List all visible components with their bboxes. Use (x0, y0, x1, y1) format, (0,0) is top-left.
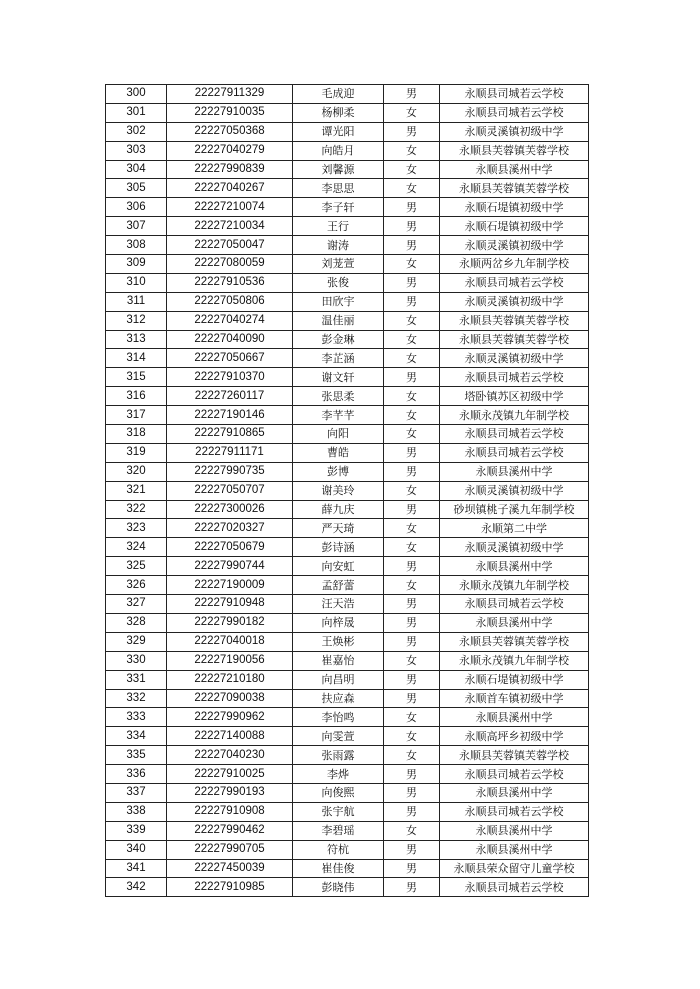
student-name: 曹皓 (293, 443, 384, 462)
gender: 女 (384, 519, 440, 538)
row-number: 307 (106, 217, 167, 236)
table-row (106, 821, 589, 840)
row-number: 303 (106, 141, 167, 160)
table-row (106, 425, 589, 444)
student-name: 向俊熙 (293, 783, 384, 802)
student-id: 22227300026 (167, 500, 293, 519)
gender: 男 (384, 122, 440, 141)
row-number: 301 (106, 103, 167, 122)
row-number: 329 (106, 632, 167, 651)
student-id: 22227090038 (167, 689, 293, 708)
row-number: 315 (106, 368, 167, 387)
row-number: 333 (106, 708, 167, 727)
table-row (106, 198, 589, 217)
school: 永顺县芙蓉镇芙蓉学校 (440, 632, 589, 651)
school: 永顺县司城若云学校 (440, 878, 589, 897)
row-number: 321 (106, 481, 167, 500)
row-number: 308 (106, 236, 167, 255)
table-row (106, 273, 589, 292)
student-id: 22227190146 (167, 406, 293, 425)
school: 永顺灵溪镇初级中学 (440, 538, 589, 557)
row-number: 302 (106, 122, 167, 141)
student-id: 22227990705 (167, 840, 293, 859)
student-name: 向安虹 (293, 557, 384, 576)
table-row (106, 670, 589, 689)
table-row (106, 217, 589, 236)
gender: 男 (384, 595, 440, 614)
row-number: 310 (106, 273, 167, 292)
school: 永顺县荣众留守儿童学校 (440, 859, 589, 878)
row-number: 338 (106, 802, 167, 821)
table-row (106, 368, 589, 387)
table-body (106, 85, 589, 897)
gender: 男 (384, 557, 440, 576)
student-name: 刘茏萱 (293, 255, 384, 274)
row-number: 323 (106, 519, 167, 538)
table-row (106, 878, 589, 897)
row-number: 330 (106, 651, 167, 670)
gender: 男 (384, 689, 440, 708)
student-id: 22227990182 (167, 613, 293, 632)
table-row (106, 802, 589, 821)
school: 永顺县芙蓉镇芙蓉学校 (440, 746, 589, 765)
student-id: 22227210074 (167, 198, 293, 217)
row-number: 335 (106, 746, 167, 765)
student-name: 彭诗涵 (293, 538, 384, 557)
student-name: 向昌明 (293, 670, 384, 689)
student-id: 22227140088 (167, 727, 293, 746)
school: 永顺第二中学 (440, 519, 589, 538)
student-id: 22227040090 (167, 330, 293, 349)
gender: 女 (384, 821, 440, 840)
school: 永顺县司城若云学校 (440, 765, 589, 784)
student-name: 张宇航 (293, 802, 384, 821)
row-number: 327 (106, 595, 167, 614)
school: 塔卧镇苏区初级中学 (440, 387, 589, 406)
table-row (106, 330, 589, 349)
student-name: 符杭 (293, 840, 384, 859)
row-number: 314 (106, 349, 167, 368)
table-row (106, 727, 589, 746)
school: 永顺县芙蓉镇芙蓉学校 (440, 330, 589, 349)
table-row (106, 122, 589, 141)
gender: 男 (384, 632, 440, 651)
row-number: 319 (106, 443, 167, 462)
school: 永顺永茂镇九年制学校 (440, 651, 589, 670)
student-id: 22227910536 (167, 273, 293, 292)
table-row (106, 632, 589, 651)
student-id: 22227040230 (167, 746, 293, 765)
gender: 女 (384, 651, 440, 670)
gender: 男 (384, 878, 440, 897)
student-name: 向阳 (293, 425, 384, 444)
student-name: 向梓晟 (293, 613, 384, 632)
table-row (106, 595, 589, 614)
table-row (106, 311, 589, 330)
gender: 男 (384, 613, 440, 632)
student-id: 22227050667 (167, 349, 293, 368)
gender: 女 (384, 160, 440, 179)
school: 永顺灵溪镇初级中学 (440, 236, 589, 255)
table-row (106, 236, 589, 255)
student-name: 扶应森 (293, 689, 384, 708)
gender: 男 (384, 198, 440, 217)
row-number: 341 (106, 859, 167, 878)
school: 永顺灵溪镇初级中学 (440, 481, 589, 500)
student-id: 22227910908 (167, 802, 293, 821)
gender: 女 (384, 538, 440, 557)
student-id: 22227040018 (167, 632, 293, 651)
student-name: 孟舒蕾 (293, 576, 384, 595)
student-name: 李子轩 (293, 198, 384, 217)
student-id: 22227990193 (167, 783, 293, 802)
table-row (106, 689, 589, 708)
table-row (106, 160, 589, 179)
student-name: 向雯萱 (293, 727, 384, 746)
gender: 女 (384, 349, 440, 368)
school: 永顺县芙蓉镇芙蓉学校 (440, 179, 589, 198)
table-row (106, 141, 589, 160)
student-name: 李碧瑶 (293, 821, 384, 840)
gender: 男 (384, 783, 440, 802)
student-name: 彭晓伟 (293, 878, 384, 897)
student-id: 22227990735 (167, 462, 293, 481)
table-row (106, 783, 589, 802)
row-number: 300 (106, 85, 167, 104)
table-row (106, 557, 589, 576)
school: 永顺县司城若云学校 (440, 425, 589, 444)
student-id: 22227050368 (167, 122, 293, 141)
school: 永顺灵溪镇初级中学 (440, 122, 589, 141)
row-number: 337 (106, 783, 167, 802)
table-row (106, 840, 589, 859)
table-row (106, 613, 589, 632)
table-row (106, 500, 589, 519)
student-name: 汪天浩 (293, 595, 384, 614)
row-number: 309 (106, 255, 167, 274)
row-number: 304 (106, 160, 167, 179)
student-name: 向皓月 (293, 141, 384, 160)
gender: 女 (384, 255, 440, 274)
gender: 女 (384, 576, 440, 595)
student-name: 张俊 (293, 273, 384, 292)
gender: 女 (384, 727, 440, 746)
student-id: 22227040267 (167, 179, 293, 198)
school: 永顺县司城若云学校 (440, 443, 589, 462)
school: 永顺县芙蓉镇芙蓉学校 (440, 141, 589, 160)
gender: 男 (384, 368, 440, 387)
gender: 女 (384, 406, 440, 425)
student-name: 张思柔 (293, 387, 384, 406)
gender: 男 (384, 840, 440, 859)
school: 永顺首车镇初级中学 (440, 689, 589, 708)
gender: 男 (384, 217, 440, 236)
gender: 男 (384, 670, 440, 689)
row-number: 313 (106, 330, 167, 349)
student-name: 李怡鸣 (293, 708, 384, 727)
student-name: 王焕彬 (293, 632, 384, 651)
table-row (106, 349, 589, 368)
table-row (106, 765, 589, 784)
row-number: 316 (106, 387, 167, 406)
student-name: 谢文轩 (293, 368, 384, 387)
student-name: 严天琦 (293, 519, 384, 538)
school: 永顺县溪州中学 (440, 708, 589, 727)
school: 永顺县溪州中学 (440, 821, 589, 840)
row-number: 311 (106, 292, 167, 311)
student-id: 22227910948 (167, 595, 293, 614)
table-row (106, 708, 589, 727)
school: 永顺县溪州中学 (440, 613, 589, 632)
student-name: 谢美玲 (293, 481, 384, 500)
gender: 男 (384, 859, 440, 878)
student-id: 22227911329 (167, 85, 293, 104)
student-id: 22227990462 (167, 821, 293, 840)
student-name: 杨柳柔 (293, 103, 384, 122)
student-name: 谭光阳 (293, 122, 384, 141)
student-id: 22227050679 (167, 538, 293, 557)
student-id: 22227450039 (167, 859, 293, 878)
student-name: 张雨露 (293, 746, 384, 765)
student-name: 王行 (293, 217, 384, 236)
gender: 女 (384, 311, 440, 330)
table-row (106, 481, 589, 500)
gender: 男 (384, 765, 440, 784)
school: 永顺灵溪镇初级中学 (440, 292, 589, 311)
student-id: 22227050707 (167, 481, 293, 500)
gender: 男 (384, 500, 440, 519)
student-id: 22227080059 (167, 255, 293, 274)
school: 永顺县司城若云学校 (440, 802, 589, 821)
student-name: 温佳丽 (293, 311, 384, 330)
row-number: 328 (106, 613, 167, 632)
student-id: 22227190009 (167, 576, 293, 595)
table-row (106, 85, 589, 104)
school: 永顺永茂镇九年制学校 (440, 406, 589, 425)
school: 永顺灵溪镇初级中学 (440, 349, 589, 368)
gender: 男 (384, 802, 440, 821)
student-id: 22227210180 (167, 670, 293, 689)
school: 永顺石堤镇初级中学 (440, 198, 589, 217)
row-number: 342 (106, 878, 167, 897)
student-id: 22227020327 (167, 519, 293, 538)
gender: 男 (384, 273, 440, 292)
student-id: 22227990962 (167, 708, 293, 727)
table-row (106, 538, 589, 557)
student-name: 彭金琳 (293, 330, 384, 349)
student-id: 22227050806 (167, 292, 293, 311)
table-row (106, 746, 589, 765)
student-id: 22227050047 (167, 236, 293, 255)
row-number: 340 (106, 840, 167, 859)
row-number: 320 (106, 462, 167, 481)
table-row (106, 651, 589, 670)
school: 永顺高坪乡初级中学 (440, 727, 589, 746)
gender: 女 (384, 481, 440, 500)
school: 永顺石堤镇初级中学 (440, 670, 589, 689)
row-number: 324 (106, 538, 167, 557)
student-name: 刘馨源 (293, 160, 384, 179)
student-id: 22227910865 (167, 425, 293, 444)
student-id: 22227210034 (167, 217, 293, 236)
student-id: 22227910370 (167, 368, 293, 387)
gender: 女 (384, 103, 440, 122)
table-row (106, 859, 589, 878)
student-name: 谢涛 (293, 236, 384, 255)
row-number: 322 (106, 500, 167, 519)
row-number: 334 (106, 727, 167, 746)
row-number: 339 (106, 821, 167, 840)
student-id: 22227911171 (167, 443, 293, 462)
table-row (106, 462, 589, 481)
school: 永顺县溪州中学 (440, 160, 589, 179)
school: 永顺县溪州中学 (440, 557, 589, 576)
school: 砂坝镇桃子溪九年制学校 (440, 500, 589, 519)
student-name: 李烨 (293, 765, 384, 784)
student-id: 22227910035 (167, 103, 293, 122)
table-row (106, 103, 589, 122)
student-id: 22227910025 (167, 765, 293, 784)
student-name: 田欣宇 (293, 292, 384, 311)
student-name: 彭博 (293, 462, 384, 481)
row-number: 331 (106, 670, 167, 689)
school: 永顺县司城若云学校 (440, 595, 589, 614)
student-name: 李思思 (293, 179, 384, 198)
student-id: 22227990744 (167, 557, 293, 576)
table-row (106, 387, 589, 406)
school: 永顺石堤镇初级中学 (440, 217, 589, 236)
school: 永顺县芙蓉镇芙蓉学校 (440, 311, 589, 330)
gender: 女 (384, 141, 440, 160)
student-id: 22227040274 (167, 311, 293, 330)
table-row (106, 406, 589, 425)
student-id: 22227910985 (167, 878, 293, 897)
student-name: 崔嘉怡 (293, 651, 384, 670)
student-id: 22227040279 (167, 141, 293, 160)
table-row (106, 292, 589, 311)
student-name: 薛九庆 (293, 500, 384, 519)
gender: 女 (384, 708, 440, 727)
gender: 男 (384, 443, 440, 462)
table-row (106, 443, 589, 462)
table-row (106, 255, 589, 274)
student-id: 22227990839 (167, 160, 293, 179)
row-number: 318 (106, 425, 167, 444)
gender: 女 (384, 179, 440, 198)
student-name: 崔佳俊 (293, 859, 384, 878)
school: 永顺县司城若云学校 (440, 368, 589, 387)
gender: 男 (384, 85, 440, 104)
row-number: 312 (106, 311, 167, 330)
gender: 男 (384, 292, 440, 311)
student-name: 李芷涵 (293, 349, 384, 368)
school: 永顺两岔乡九年制学校 (440, 255, 589, 274)
student-id: 22227190056 (167, 651, 293, 670)
row-number: 306 (106, 198, 167, 217)
gender: 女 (384, 330, 440, 349)
student-id: 22227260117 (167, 387, 293, 406)
gender: 男 (384, 236, 440, 255)
student-name: 毛成迎 (293, 85, 384, 104)
gender: 女 (384, 746, 440, 765)
gender: 男 (384, 462, 440, 481)
row-number: 336 (106, 765, 167, 784)
table-row (106, 179, 589, 198)
table-row (106, 576, 589, 595)
gender: 女 (384, 387, 440, 406)
school: 永顺县溪州中学 (440, 840, 589, 859)
row-number: 326 (106, 576, 167, 595)
gender: 女 (384, 425, 440, 444)
school: 永顺县司城若云学校 (440, 103, 589, 122)
row-number: 305 (106, 179, 167, 198)
row-number: 325 (106, 557, 167, 576)
school: 永顺县溪州中学 (440, 462, 589, 481)
student-list-table (105, 84, 589, 897)
student-name: 李芊芊 (293, 406, 384, 425)
school: 永顺县司城若云学校 (440, 273, 589, 292)
school: 永顺县司城若云学校 (440, 85, 589, 104)
table-row (106, 519, 589, 538)
school: 永顺县溪州中学 (440, 783, 589, 802)
row-number: 317 (106, 406, 167, 425)
row-number: 332 (106, 689, 167, 708)
school: 永顺永茂镇九年制学校 (440, 576, 589, 595)
